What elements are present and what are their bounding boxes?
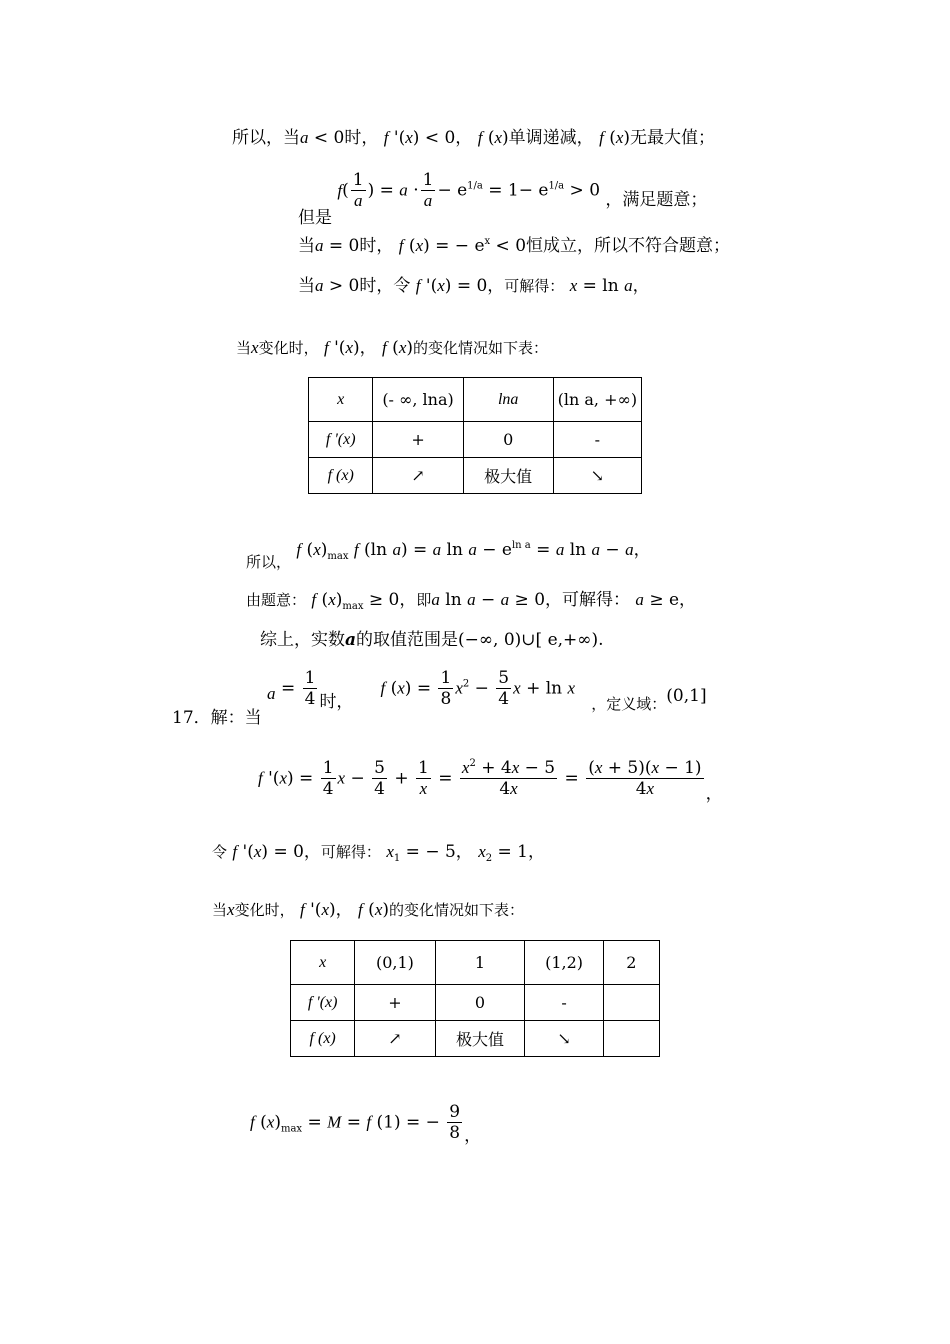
fmax-line: 所以， f $(x)_{max}$ f (ln a) = a $\ln a - e^{ln a} = a$ ln a − a， [246, 540, 651, 571]
t1-h3: (ln a, +∞) [553, 378, 641, 422]
t1-r1c2: 极大值 [463, 458, 553, 494]
t2-h4: 2 [603, 941, 659, 985]
line-5: 当x变化时， f '(x)， f (x)的变化情况如下表： [236, 338, 549, 358]
t2-r0c2: 0 [435, 985, 525, 1021]
t1-h0: x [309, 378, 373, 422]
variation-table-2 [290, 940, 660, 1057]
t2-r1c1: ↗ [355, 1021, 435, 1057]
t1-r0c3: - [553, 422, 641, 458]
line-4: 当a > 0时，令 f '(x) = 0，可解得： x = ln a， [298, 276, 650, 296]
condition-line: 由题意： f $(x)_{max} \ge 0$，即a ln a − a ≥ 0，可解得： a ≥ e， [246, 590, 697, 612]
t1-r1c3: ↘ [553, 458, 641, 494]
t1-r1c1: ↗ [373, 458, 463, 494]
t2-r0c3: - [525, 985, 603, 1021]
t2-h2: 1 [435, 941, 525, 985]
t2-h0: x [291, 941, 355, 985]
t2-r1c2: 极大值 [435, 1021, 525, 1057]
t2-h1: (0,1) [355, 941, 435, 985]
line-3: 当a = 0时， f (x) = − $e^x < 0$恒成立，所以不符合题意； [298, 236, 731, 256]
variation-table-1 [308, 377, 642, 494]
t1-r0c0: f '(x) [309, 422, 373, 458]
t1-h2: lna [463, 378, 553, 422]
line-2: 但是 f( $\frac{1}{a}$ ) = a · $\frac{1}{a}$ − $e^{1/a} = 1- e^{1/a} > 0$ ，满足题意； [298, 170, 708, 229]
t1-r0c1: + [373, 422, 463, 458]
conclusion-line: 综上，实数a的取值范围是(−∞, 0)∪[ e,+∞). [260, 630, 604, 650]
zero-line: 令 f '(x) = 0，可解得： $x_1$ = − 5， $x_2 = 1$， [212, 842, 545, 864]
derivative-line: f '(x) = $\frac{1}{4}$ x − $\frac{5}{4}$ + $\frac{1}{x}$ = $\frac{x^2 + 4x - 5}{4x}$ = $\frac{(x + 5)(x - 1)}{4x}$ ， [258, 758, 723, 805]
t1-r1c0: f (x) [309, 458, 373, 494]
t2-h3: (1,2) [525, 941, 603, 985]
t2-r0c1: + [355, 985, 435, 1021]
t2-r1c4 [603, 1021, 659, 1057]
line-1: 所以，当a < 0时， f '(x) < 0， f (x)单调递减， f (x)无最大值； [232, 128, 716, 148]
t1-h1: (- ∞, lna) [373, 378, 463, 422]
t1-r0c2: 0 [463, 422, 553, 458]
t2-r1c3: ↘ [525, 1021, 603, 1057]
t2-r0c4 [603, 985, 659, 1021]
t2-r0c0: f '(x) [291, 985, 355, 1021]
t2-r1c0: f (x) [291, 1021, 355, 1057]
intro-line-2: 当x变化时， f '(x)， f (x)的变化情况如下表： [212, 900, 525, 920]
final-line: f $(x)_{max} = M = f$ (1) = − $\frac{9}{8}$ ， [250, 1102, 482, 1147]
problem-17-line: 17．解：当 a = $\frac{1}{4}$ 时， f (x) = $\frac{1}{8}$ $x^2$ − $\frac{5}{4}$ x + ln x ，定义域：(0,1] [172, 668, 707, 729]
